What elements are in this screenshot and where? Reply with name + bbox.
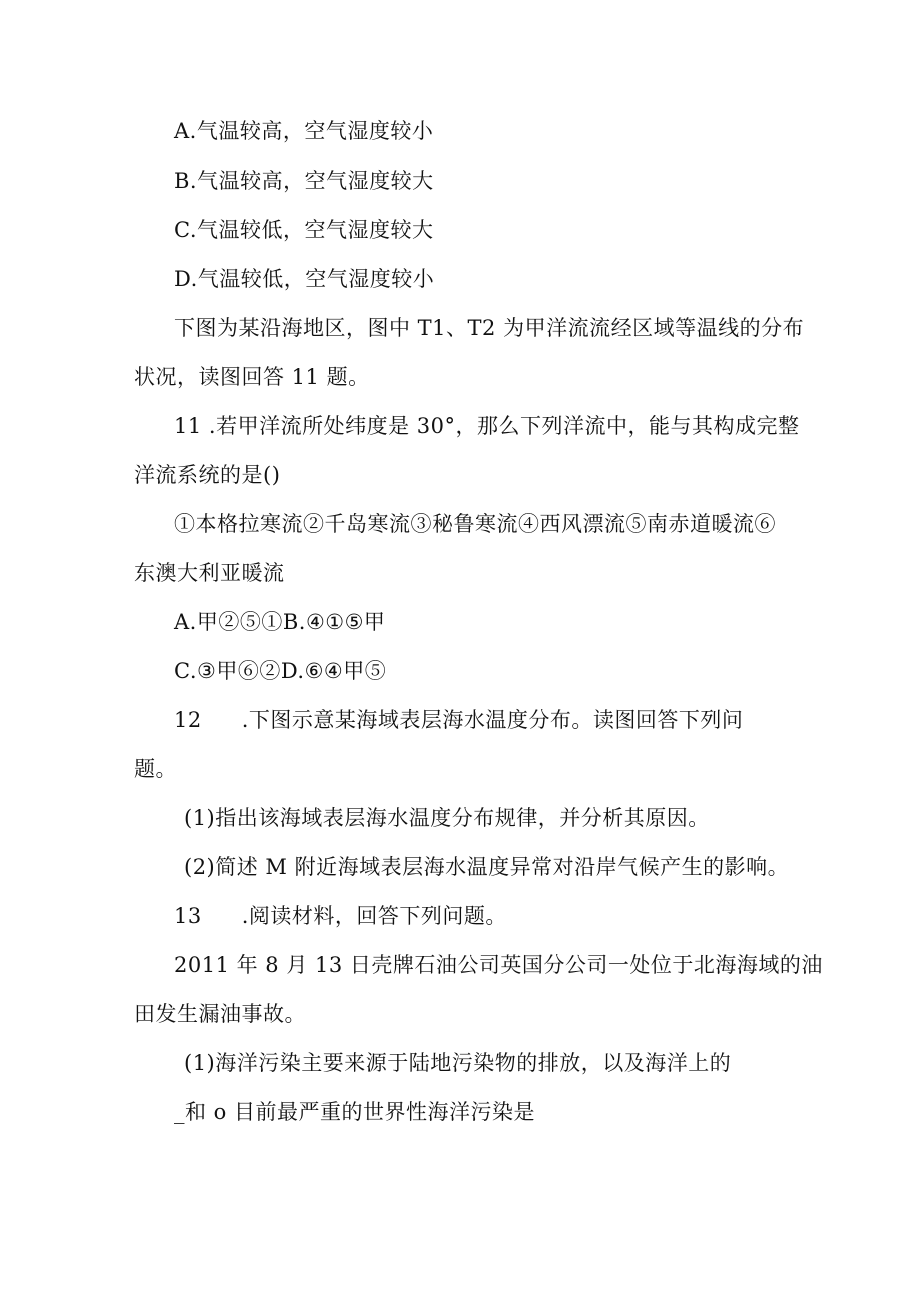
intro-line-1: 下图为某沿海地区，图中 T1、T2 为甲洋流流经区域等温线的分布 <box>174 316 805 340</box>
q12-sub-1: (1)指出该海域表层海水温度分布规律，并分析其原因。 <box>184 806 710 830</box>
q11-options-ab: A.甲②⑤①B.④①⑤甲 <box>174 610 386 634</box>
q13-sub-1-line-2: _和 o 目前最严重的世界性海洋污染是 <box>174 1100 535 1124</box>
q10-option-c: C.气温较低，空气湿度较大 <box>174 218 434 242</box>
q13-line <box>174 901 507 931</box>
q12-text: .下图示意某海域表层海水温度分布。读图回答下列问 <box>241 708 744 732</box>
q13-material-line-1: 2011 年 8 月 13 日壳牌石油公司英国分公司一处位于北海海域的油 <box>174 953 823 977</box>
q12-text-continued: 题。 <box>134 757 177 781</box>
q10-option-a: A.气温较高，空气湿度较小 <box>174 119 434 143</box>
q11-line-2: 洋流系统的是() <box>134 463 281 487</box>
q12-number: 12 <box>174 708 202 732</box>
q13-sub-1-line-1: (1)海洋污染主要来源于陆地污染物的排放，以及海洋上的 <box>184 1051 732 1075</box>
q11-list-line-1: ①本格拉寒流②千岛寒流③秘鲁寒流④西风漂流⑤南赤道暖流⑥ <box>174 512 776 536</box>
q11-line-1: 11 .若甲洋流所处纬度是 30°，那么下列洋流中，能与其构成完整 <box>174 414 800 438</box>
q13-text: .阅读材料，回答下列问题。 <box>241 904 507 928</box>
q10-option-d: D.气温较低，空气湿度较小 <box>174 267 435 291</box>
q10-option-b: B.气温较高，空气湿度较大 <box>174 169 434 193</box>
q12-line <box>174 705 743 735</box>
intro-line-2: 状况，读图回答 11 题。 <box>134 365 370 389</box>
q11-options-cd: C.③甲⑥②D.⑥④甲⑤ <box>174 659 387 683</box>
q13-material-line-2: 田发生漏油事故。 <box>134 1002 306 1026</box>
q12-sub-2: (2)简述 M 附近海域表层海水温度异常对沿岸气候产生的影响。 <box>184 855 790 879</box>
q11-list-line-2: 东澳大利亚暖流 <box>134 561 285 585</box>
q13-number: 13 <box>174 904 202 928</box>
